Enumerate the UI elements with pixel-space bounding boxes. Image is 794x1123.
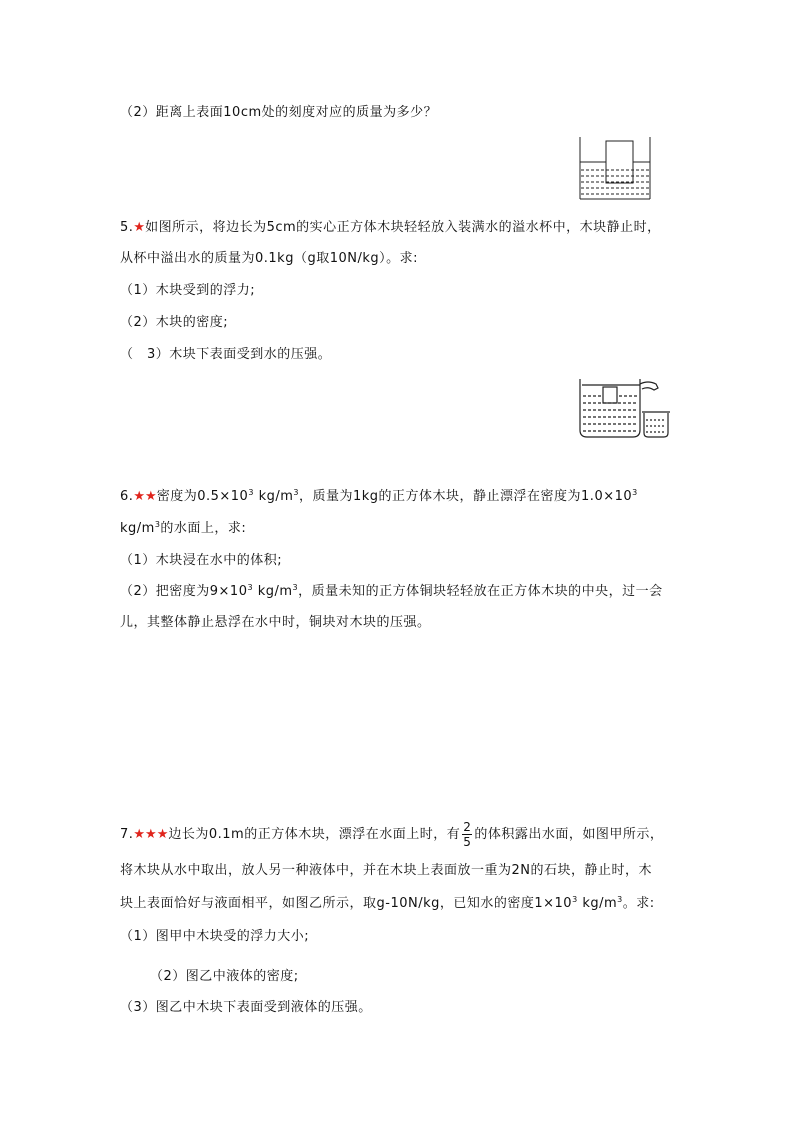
- fraction-denominator: 5: [463, 835, 472, 849]
- q5-stem-line1: [120, 219, 661, 237]
- q6-part2-text: ，质量未知的正方体铜块轻轻放在正方体木块的中央，过一会: [298, 584, 663, 599]
- q6-stem-line2: [120, 520, 246, 538]
- unit: kg/m: [257, 584, 293, 599]
- difficulty-stars-icon: ★★★: [133, 827, 169, 842]
- q6-part2-text: （2）把密度为9×10: [120, 584, 248, 599]
- q7-stem-line1: [120, 820, 663, 849]
- q6-part1: （1）木块浸在水中的体积;: [120, 553, 283, 568]
- fraction-numerator: 2: [463, 820, 472, 834]
- q7-stem-text: 。求:: [622, 896, 655, 911]
- exponent: 3: [617, 895, 623, 904]
- q7-stem-text: 边长为0.1m的正方体木块，漂浮在水面上时，有: [168, 827, 461, 842]
- difficulty-stars-icon: ★★: [133, 489, 157, 504]
- unit: kg/m: [120, 521, 155, 536]
- exponent: 3: [292, 583, 299, 592]
- difficulty-star-icon: ★: [133, 220, 146, 235]
- q5-part1: （1）木块受到的浮力;: [120, 283, 256, 298]
- q7-stem-line2: 将木块从水中取出，放人另一种液体中，并在木块上表面放一重为2N的石块，静止时，木: [120, 863, 652, 878]
- q6-part2-line2: 儿，其整体静止悬浮在水中时，铜块对木块的压强。: [120, 615, 431, 630]
- q7-number: 7.: [120, 827, 134, 842]
- q7-stem-text: 的体积露出水面，如图甲所示，: [474, 827, 664, 842]
- q6-stem-text: 密度为0.5×10: [156, 489, 249, 504]
- q5-number: 5.: [120, 220, 134, 235]
- overflow-cup-figure: [576, 376, 672, 440]
- q7-part2: （2）图乙中液体的密度;: [150, 969, 299, 984]
- exponent: 3: [154, 520, 161, 529]
- q6-part2-line1: [120, 583, 663, 601]
- floating-block-figure: [577, 135, 653, 201]
- unit: kg/m: [582, 896, 618, 911]
- q7-stem-text: 块上表面恰好与液面相平，如图乙所示，取g-10N/kg，已知水的密度1×10: [120, 896, 573, 911]
- q4-part2: （2）距离上表面10cm处的刻度对应的质量为多少？: [120, 105, 438, 120]
- q6-stem-line1: [120, 488, 638, 506]
- q7-stem-line3: [120, 895, 655, 913]
- q5-stem-line2: 从杯中溢出水的质量为0.1kg（g取10N/kg）。求:: [120, 251, 419, 266]
- q5-stem-text: 如图所示，将边长为5cm的实心正方体木块轻轻放入装满水的溢水杯中，木块静止时，: [145, 220, 661, 235]
- q6-stem-text: ，质量为1kg的正方体木块，静止漂浮在密度为1.0×10: [298, 489, 633, 504]
- q6-number: 6.: [120, 489, 134, 504]
- q5-part3: （ 3）木块下表面受到水的压强。: [120, 347, 332, 362]
- q6-stem-text: 的水面上，求:: [160, 521, 247, 536]
- exponent: 3: [293, 488, 299, 497]
- exponent: 3: [248, 488, 254, 497]
- exponent: 3: [572, 895, 578, 904]
- fraction: [462, 820, 472, 849]
- q5-part2: （2）木块的密度;: [120, 315, 229, 330]
- exponent: 3: [247, 583, 254, 592]
- exponent: 3: [632, 488, 638, 497]
- q7-part1: （1）图甲中木块受的浮力大小;: [120, 929, 310, 944]
- unit: kg/m: [258, 489, 294, 504]
- q7-part3: （3）图乙中木块下表面受到液体的压强。: [120, 1000, 372, 1015]
